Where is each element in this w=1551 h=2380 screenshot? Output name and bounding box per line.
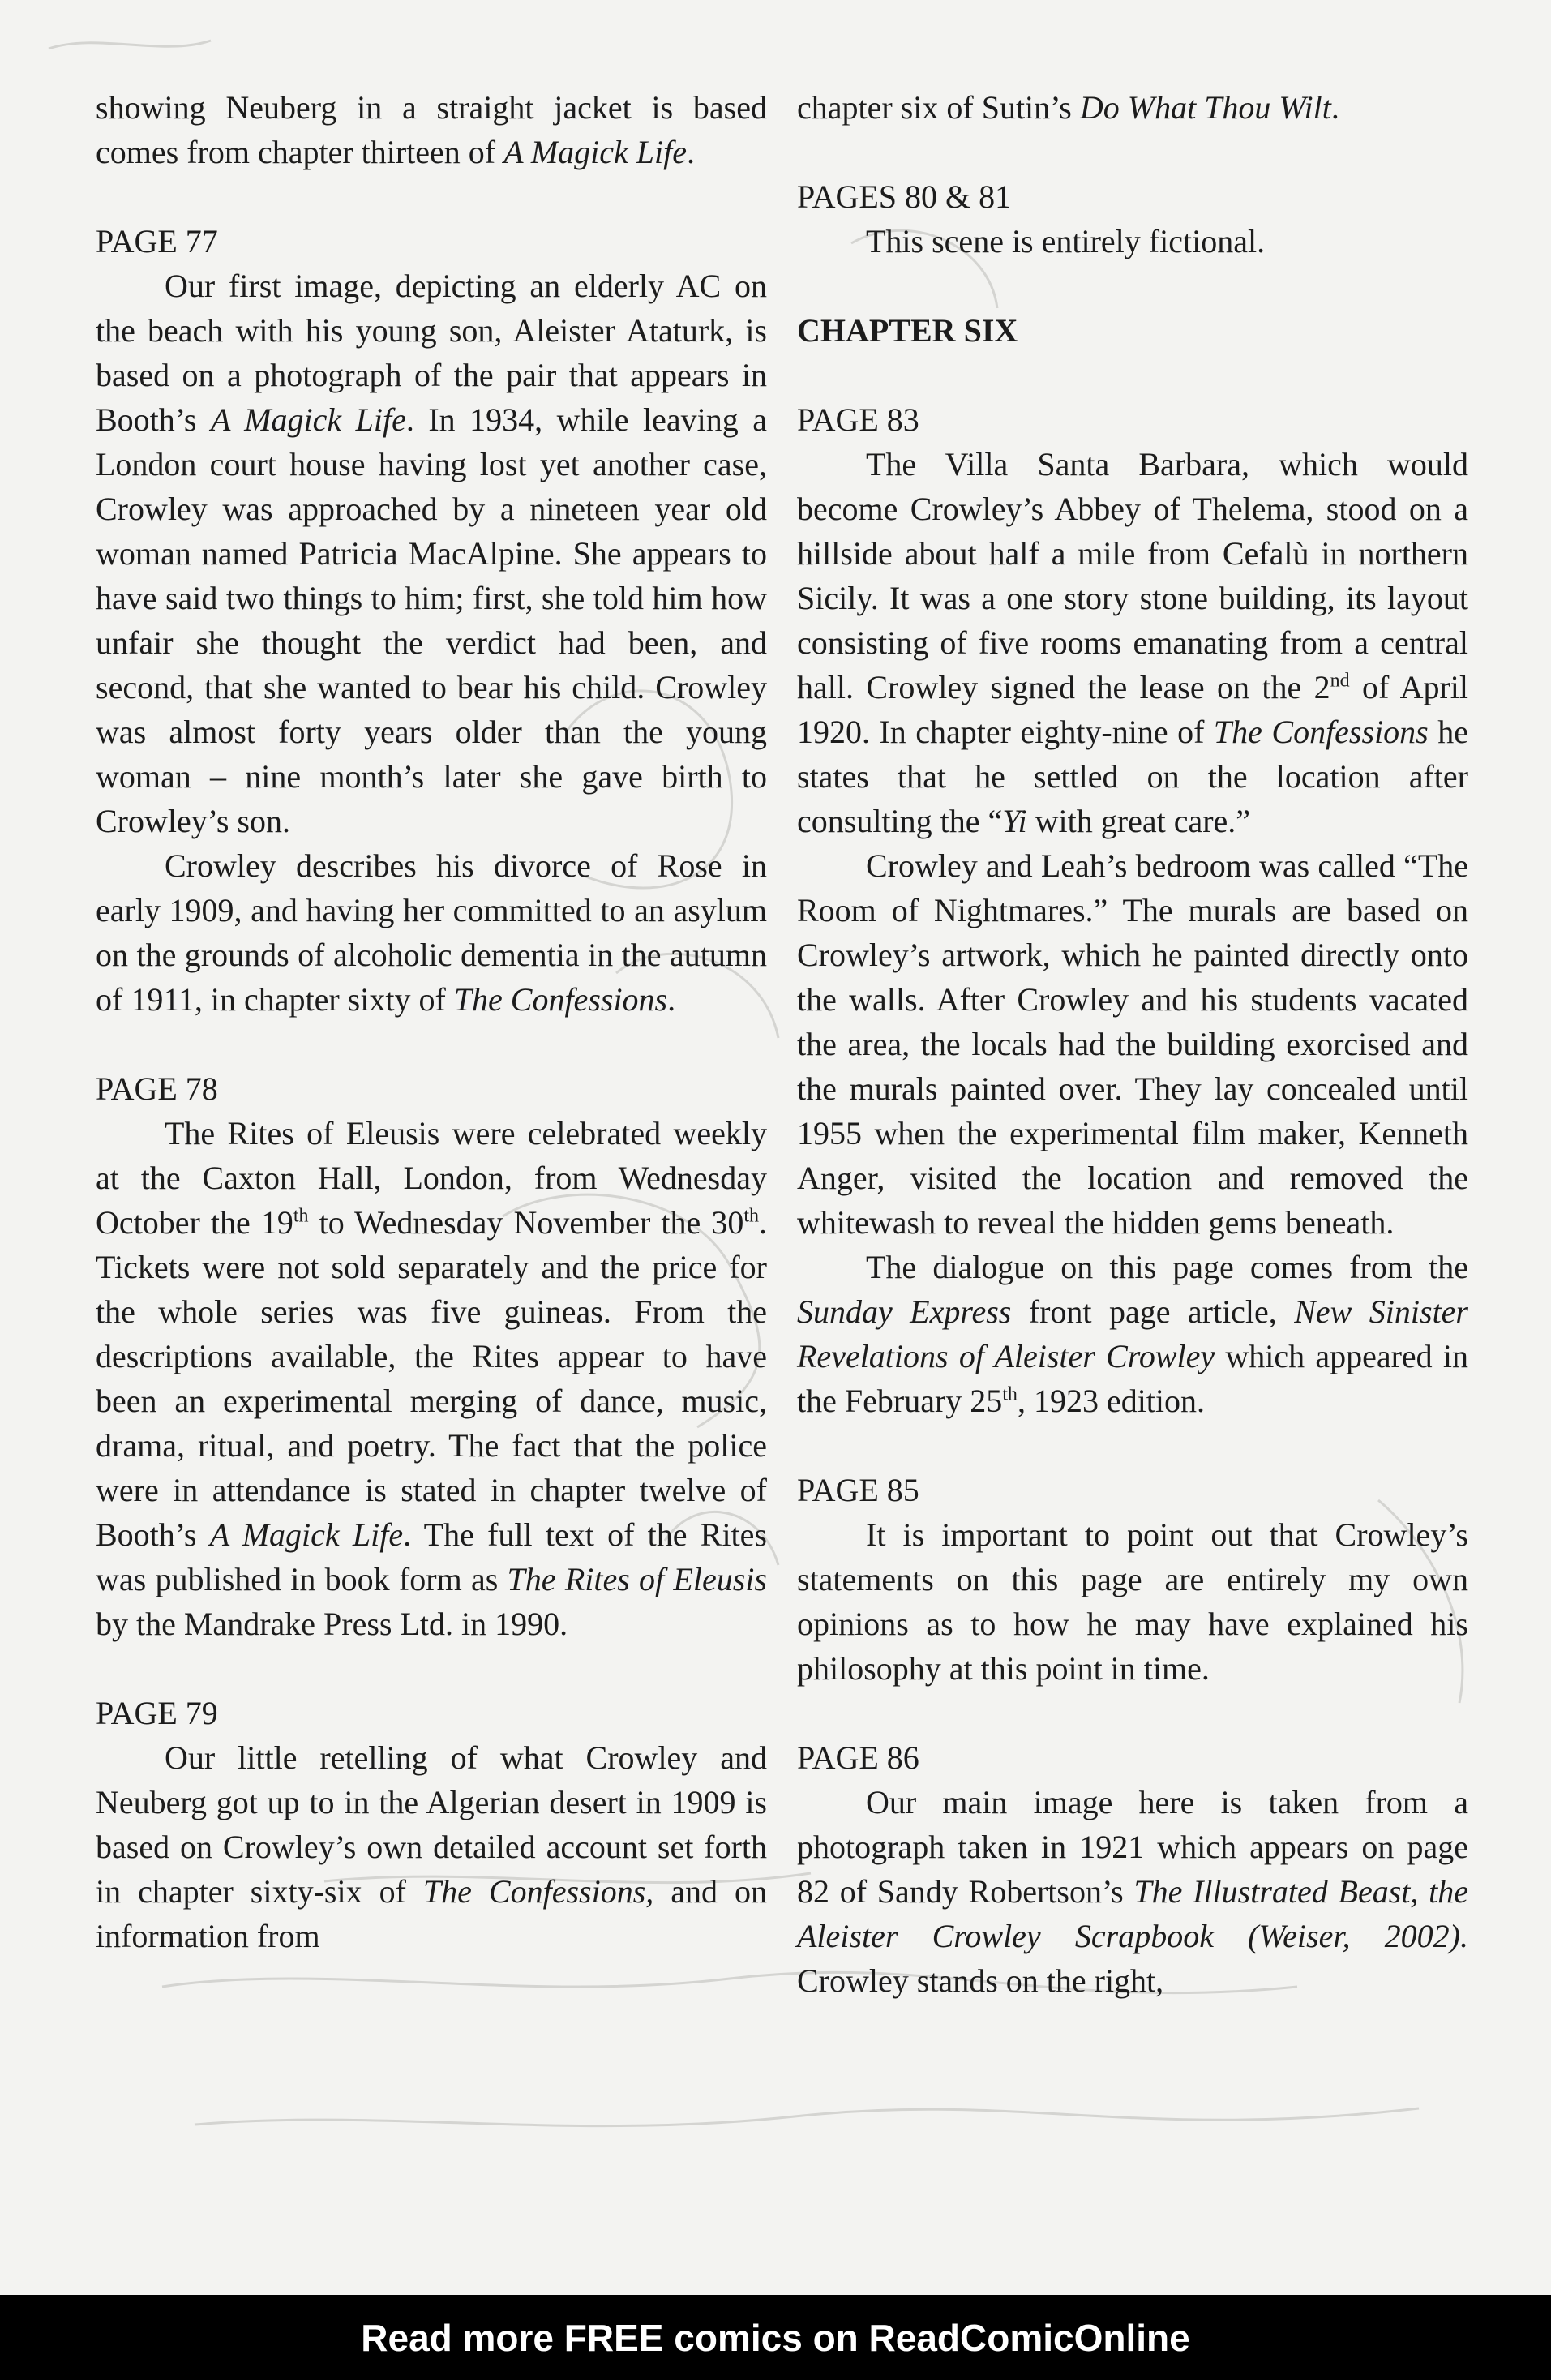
paragraph-page-83-bedroom: Crowley and Leah’s bedroom was called “The Room of Nightmares.” The murals are based on Crowley’s artwork, which he painted directly onto the walls. After Crowley and his students vacated the area, the locals had the building exorcised and the murals painted over. They lay concealed until 1955 when the experimental film maker, Kenneth Anger, visited the location and removed the whitewash to reveal the hidden gems beneath.	[797, 847, 1468, 1241]
paragraph-page-83-dialogue: The dialogue on this page comes from the Sunday Express front page article, New Sinister Revelations of Aleister Crowley which appeared in the February 25th, 1923 edition.	[797, 1249, 1469, 1419]
banner-text: Read more FREE comics on ReadComicOnline	[361, 2316, 1190, 2359]
paragraph-page-78-rites: The Rites of Eleusis were celebrated weekly at the Caxton Hall, London, from Wednesday October the 19th to Wednesday November the 30th. Tickets were not sold separately and the price for the whole series was five guineas. From the descriptions available, the Rites appear to have been an experimental merging of dance, music, drama, ritual, and poetry. The fact that the police were in attendance is stated in chapter twelve of Booth’s A Magick Life. The full text of the Rites was published in book form as The Rites of Eleusis by the Mandrake Press Ltd. in 1990.	[96, 1115, 767, 1642]
read-more-banner[interactable]	[0, 2295, 1551, 2380]
paragraph-page-85: It is important to point out that Crowley’s statements on this page are entirely my own opinions as to how he may have explained his philosophy at this point in time.	[797, 1516, 1468, 1687]
paragraph-page-86: Our main image here is taken from a photograph taken in 1921 which appears on page 82 of Sandy Robertson’s The Illustrated Beast, the Aleister Crowley Scrapbook (Weiser, 2002). Crowley stands on the right,	[797, 1784, 1468, 1999]
heading-page-79: PAGE 79	[96, 1695, 218, 1731]
paragraph-neuberg-jacket: showing Neuberg in a straight jacket is based comes from chapter thirteen of A Magick Life.	[96, 89, 767, 170]
heading-page-83: PAGE 83	[797, 401, 919, 438]
paragraph-sutin-reference: chapter six of Sutin’s Do What Thou Wilt.	[797, 89, 1339, 126]
heading-page-86: PAGE 86	[797, 1739, 919, 1776]
paragraph-pages-80-81: This scene is entirely fictional.	[866, 223, 1266, 259]
paragraph-page-79-desert: Our little retelling of what Crowley and Neuberg got up to in the Algerian desert in 1909 is based on Crowley’s own detailed account set forth in chapter sixty-six of The Confessions, and on information from	[96, 1739, 768, 1954]
left-column	[96, 85, 767, 1958]
paragraph-page-77-divorce: Crowley describes his divorce of Rose in early 1909, and having her committed to an asylum on the grounds of alcoholic dementia in the autumn of 1911, in chapter sixty of The Confessions.	[96, 847, 767, 1018]
right-column	[797, 85, 1468, 2003]
heading-page-78: PAGE 78	[96, 1070, 218, 1107]
chapter-heading: CHAPTER SIX	[797, 312, 1018, 349]
paragraph-page-77-photo: Our first image, depicting an elderly AC on the beach with his young son, Aleister Ataturk, is based on a photograph of the pair that appears in Booth’s A Magick Life. In 1934, while leaving a London court house having lost yet another case, Crowley was approached by a nineteen year old woman named Patricia MacAlpine. She appears to have said two things to him; first, she told him how unfair she thought the verdict had been, and second, that she wanted to bear his child. Crowley was almost forty years older than the young woman – nine month’s later she gave birth to Crowley’s son.	[96, 268, 767, 839]
heading-pages-80-81: PAGES 80 & 81	[797, 178, 1012, 215]
paragraph-page-83-villa: The Villa Santa Barbara, which would become Crowley’s Abbey of Thelema, stood on a hillside about half a mile from Cefalù in northern Sicily. It was a one story stone building, its layout consisting of five rooms emanating from a central hall. Crowley signed the lease on the 2nd of April 1920. In chapter eighty-nine of The Confessions he states that he settled on the location after consulting the “Yi with great care.”	[797, 446, 1469, 839]
heading-page-77: PAGE 77	[96, 223, 218, 259]
heading-page-85: PAGE 85	[797, 1472, 919, 1508]
